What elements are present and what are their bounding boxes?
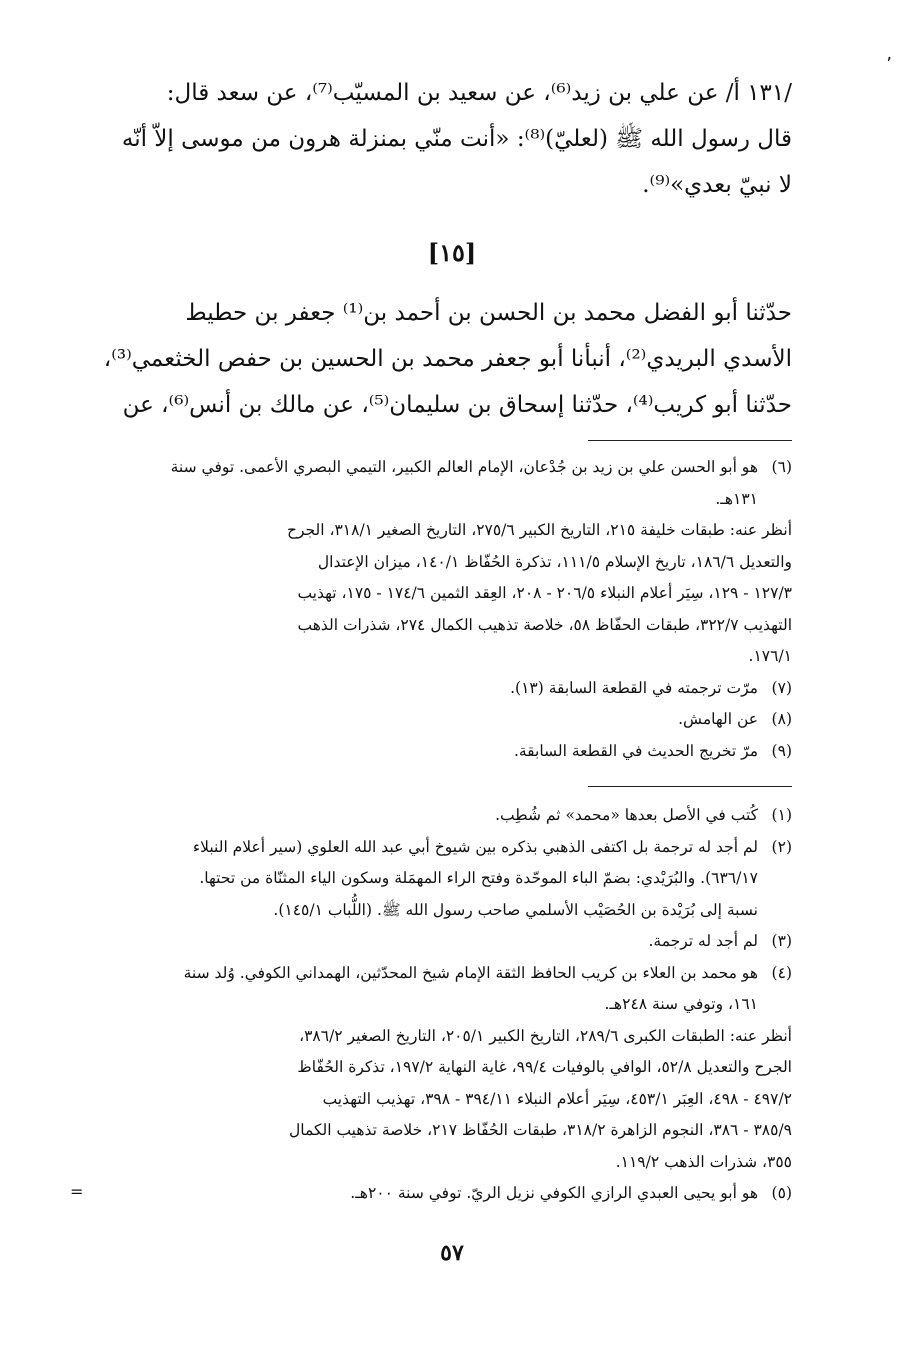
footnote-text: أنظر عنه: طبقات خليفة ٢١٥، التاريخ الكبير ٢٧٥/٦، التاريخ الصغير ٣١٨/١، الجرح [286,521,792,539]
footnote-text: أنظر عنه: الطبقات الكبرى ٢٨٩/٦، التاريخ الكبير ٢٠٥/١، التاريخ الصغير ٣٨٦/٢، [299,1026,792,1045]
footnote-text: نسبة إلى بُرَيْدة بن الحُصَيْب الأسلمي صاحب رسول الله ﷺ. (اللُّباب ١٤٥/١). [273,900,758,919]
footnote-text: ١٦١، وتوفي سنة ٢٤٨هـ. [604,995,758,1013]
margin-mark-left: = [70,1182,84,1201]
margin-mark-right: ٬ [886,54,892,75]
footnote [112,800,792,832]
footnote [112,958,792,1021]
footnote [112,452,792,515]
footnote-number: (٥) [771,1184,792,1202]
footnote-text: ١٣١هـ. [715,489,758,508]
footnote-text: ١٢٧/٣ - ١٢٩، سِيَر أعلام النبلاء ٢٠٦/٥ - ٢٠٨، العِقد الثمين ١٧٤/٦ - ١٧٥، تهذيب [297,584,792,602]
footnote [112,926,792,958]
text-line: /١٣١ أ/ عن علي بن زيد⁽⁶⁾، عن سعيد بن المسيّب⁽⁷⁾، عن سعد قال: [166,80,792,106]
footnote-number: (٩) [771,741,792,760]
footnote [112,673,792,705]
main-text-top [112,70,792,208]
text-line: الأسدي البريدي⁽²⁾، أنبأنا أبو جعفر محمد بن الحسين بن حفص الخثعمي⁽³⁾، [103,346,792,372]
footnote-text: ٤٩٧/٢ - ٤٩٨، العِبَر ٤٥٣/١، سِيَر أعلام النبلاء ٣٩٤/١١ - ٣٩٨، تهذيب التهذيب [322,1089,792,1108]
section-heading: [١٥] [427,238,477,267]
footnote-sources [112,1021,792,1179]
footnote-text: هو أبو الحسن علي بن زيد بن جُدْعان، الإمام العالم الكبير، التيمي البصري الأعمى. توفي سنة [170,458,758,476]
footnote-text: لم أجد له ترجمة بل اكتفى الذهبي بذكره بين شيوخ أبي عبد الله العلوي (سير أعلام النبلاء [192,837,758,856]
footnote-number: (٣) [771,932,792,950]
footnote [112,736,792,768]
footnote-text: ٣٥٥، شذرات الذهب ١١٩/٢. [615,1152,792,1171]
footnote-sources [112,515,792,673]
footnote-number: (٧) [771,678,792,697]
footnote-text: ٣٨٥/٩ - ٣٨٦، النجوم الزاهرة ٣١٨/٢، طبقات الحُفّاظ ٢١٧، خلاصة تذهيب الكمال [289,1121,792,1139]
footnotes-bottom [112,800,792,1210]
footnote-text: ٦٣٦/١٧). والبُرَيْدي: بضمّ الباء الموحّدة وفتح الراء المهمَلة وسكون الياء المثنّاة من تحتها. [199,869,758,887]
text-line: قال رسول الله ﷺ (لعليّ)⁽⁸⁾: «أنت منّي بمنزلة هرون من موسى إلاّ أنّه [121,126,792,152]
footnote-text: الجرح والتعديل ٥٢/٨، الوافي بالوفيات ٩٩/٤، غاية النهاية ١٩٧/٢، تذكرة الحُفّاظ [297,1058,792,1076]
footnote-text: مرّت ترجمته في القطعة السابقة (١٣). [510,678,758,697]
footnote-text: هو أبو يحيى العبدي الرازي الكوفي نزيل الريّ. توفي سنة ٢٠٠هـ. [350,1184,758,1202]
main-text-bottom [103,290,792,428]
footnote-text: التهذيب ٣٢٢/٧، طبقات الحفّاظ ٥٨، خلاصة تذهيب الكمال ٢٧٤، شذرات الذهب [297,615,792,634]
text-line: حدّثنا أبو كريب⁽⁴⁾، حدّثنا إسحاق بن سليمان⁽⁵⁾، عن مالك بن أنس⁽⁶⁾، عن [122,392,792,418]
footnote [112,1178,792,1210]
text-line: حدّثنا أبو الفضل محمد بن الحسن بن أحمد بن⁽¹⁾ جعفر بن حطيط [185,300,792,326]
footnote-number: (٨) [771,710,792,728]
footnote-number: (٤) [771,963,792,982]
footnote-text: مرّ تخريج الحديث في القطعة السابقة. [513,741,758,760]
page-number: ٥٧ [440,1240,464,1266]
footnote-number: (١) [771,806,792,824]
footnote-text: لم أجد له ترجمة. [648,932,758,950]
footnote [112,832,792,927]
footnote-text: كُتب في الأصل بعدها «محمد» ثم شُطِب. [495,806,758,824]
footnote-divider [588,440,792,441]
footnote-text: والتعديل ١٨٦/٦، تاريخ الإسلام ١١١/٥، تذكرة الحُفّاظ ١٤٠/١، ميزان الإعتدال [317,552,792,571]
footnote-text: هو محمد بن العلاء بن كريب الحافظ الثقة الإمام شيخ المحدّثين، الهمداني الكوفي. وُلد سنة [183,963,758,982]
text-line: لا نبيّ بعدي»⁽⁹⁾. [642,172,792,198]
footnotes-top [112,452,792,767]
footnote-text: ١٧٦/١. [748,647,792,665]
footnote-text: عن الهامش. [678,710,758,728]
footnote-number: (٢) [771,837,792,856]
footnote-number: (٦) [771,458,792,476]
footnote [112,704,792,736]
footnote-divider [588,786,792,787]
